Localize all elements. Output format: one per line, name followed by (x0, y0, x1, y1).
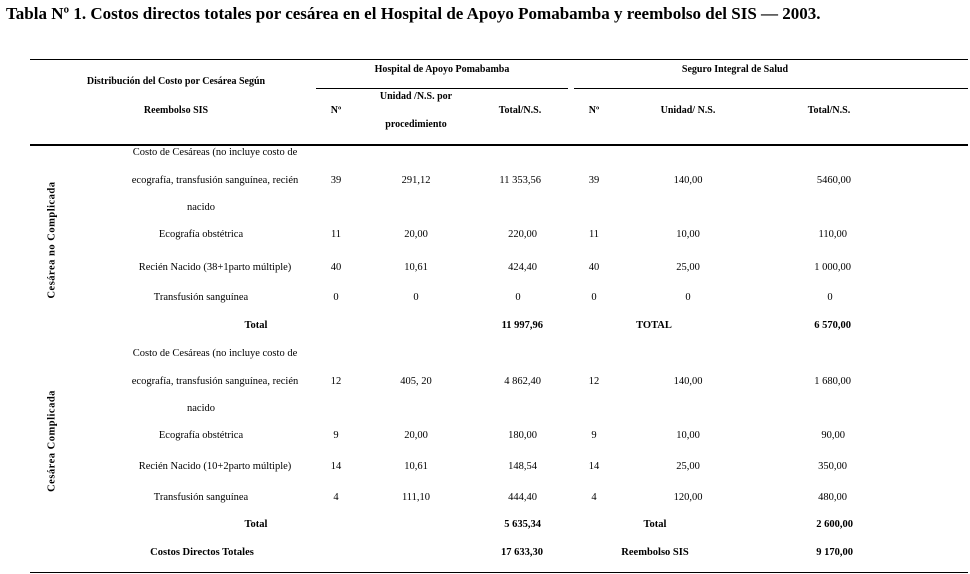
g2-r3-h-n: 14 (330, 461, 342, 472)
g2-r3-s-total: 350,00 (818, 461, 847, 472)
g2-r3-s-n: 14 (588, 461, 600, 472)
g2-r2-h-total: 180,00 (508, 430, 537, 441)
g2-r1-s-unit: 140,00 (673, 376, 703, 387)
g2-r4-s-unit: 120,00 (673, 492, 703, 503)
g1-r2-h-n: 11 (330, 229, 342, 240)
g1-r4-s-n: 0 (591, 292, 597, 303)
g2-r3-concept: Recién Nacido (10+2parto múltiple) (138, 461, 292, 472)
g1-r1-h-unit: 291,12 (401, 175, 431, 186)
header-s-total: Total/N.S. (807, 105, 851, 116)
g1-r2-h-unit: 20,00 (404, 229, 428, 240)
g1-total-label: Total (244, 320, 268, 331)
g1-r3-h-total: 424,40 (508, 262, 537, 273)
header-hospital: Hospital de Apoyo Pomabamba (374, 64, 510, 75)
g2-r1-h-total: 4 862,40 (504, 376, 541, 387)
g2-r1-s-n: 12 (588, 376, 600, 387)
g1-r2-s-unit: 10,00 (676, 229, 700, 240)
g2-r4-h-total: 444,40 (508, 492, 537, 503)
grand-total-s: 9 170,00 (816, 547, 853, 558)
g1-r4-h-n: 0 (333, 292, 339, 303)
grand-total-label: Costos Directos Totales (150, 547, 254, 558)
g2-r2-s-total: 90,00 (821, 430, 845, 441)
bottom-rule (30, 572, 968, 573)
g2-r2-h-n: 9 (333, 430, 339, 441)
g1-r1-concept-l3: nacido (187, 202, 215, 213)
header-h-unit-line2: procedimiento (385, 119, 447, 130)
g1-r1-concept-l2: ecografía, transfusión sanguínea, recién (131, 175, 299, 186)
top-rule (30, 59, 968, 60)
g1-r3-s-unit: 25,00 (676, 262, 700, 273)
g1-r1-h-total: 11 353,56 (499, 175, 541, 186)
g2-r2-s-n: 9 (591, 430, 597, 441)
g1-r3-concept: Recién Nacido (38+1parto múltiple) (138, 262, 292, 273)
g2-r3-h-total: 148,54 (508, 461, 537, 472)
g1-r4-h-total: 0 (515, 292, 521, 303)
g1-r3-s-n: 40 (588, 262, 600, 273)
header-h-unit-line1: Unidad /N.S. por (379, 91, 453, 102)
g2-r3-h-unit: 10,61 (404, 461, 428, 472)
g2-r1-concept-l3: nacido (187, 403, 215, 414)
g1-r1-s-total: 5460,00 (816, 175, 851, 186)
g1-r4-h-unit: 0 (413, 292, 419, 303)
grand-total-h: 17 633,30 (501, 547, 543, 558)
sis-underline (574, 88, 968, 89)
g1-r1-s-n: 39 (588, 175, 600, 186)
g1-r2-h-total: 220,00 (508, 229, 537, 240)
g1-r2-s-n: 11 (588, 229, 600, 240)
g2-r1-concept-l1: Costo de Cesáreas (no incluye costo de (132, 348, 298, 359)
header-h-n: Nº (330, 105, 342, 116)
g1-total-s: 6 570,00 (814, 320, 851, 331)
g1-r2-s-total: 110,00 (818, 229, 847, 240)
g1-r1-h-n: 39 (330, 175, 342, 186)
g1-r3-s-total: 1 000,00 (814, 262, 851, 273)
table-title: Tabla Nº 1. Costos directos totales por cesárea en el Hospital de Apoyo Pomabamba y reembolso del SIS — 2003. (6, 4, 821, 23)
g1-total-s-label: TOTAL (636, 320, 672, 331)
g1-r4-concept: Transfusión sanguínea (153, 292, 249, 303)
g2-total-s-label: Total (643, 519, 667, 530)
g2-r4-s-n: 4 (591, 492, 597, 503)
g2-r4-concept: Transfusión sanguínea (153, 492, 249, 503)
g1-r3-h-n: 40 (330, 262, 342, 273)
g2-r1-h-n: 12 (330, 376, 342, 387)
g2-total-label: Total (244, 519, 268, 530)
group-label-complicada: Cesárea Complicada (46, 390, 58, 492)
header-s-unit: Unidad/ N.S. (660, 105, 716, 116)
g2-r1-s-total: 1 680,00 (814, 376, 851, 387)
g2-r3-s-unit: 25,00 (676, 461, 700, 472)
g2-r2-h-unit: 20,00 (404, 430, 428, 441)
header-s-n: Nº (588, 105, 600, 116)
header-h-total: Total/N.S. (498, 105, 542, 116)
g1-r4-s-unit: 0 (685, 292, 691, 303)
g1-r4-s-total: 0 (827, 292, 833, 303)
grand-total-s-label: Reembolso SIS (621, 547, 689, 558)
header-dist-line1: Distribución del Costo por Cesárea Según (86, 76, 266, 87)
g2-r4-h-unit: 111,10 (401, 492, 431, 503)
g1-r3-h-unit: 10,61 (404, 262, 428, 273)
g2-r4-s-total: 480,00 (818, 492, 847, 503)
g1-total-h: 11 997,96 (501, 320, 543, 331)
g2-r4-h-n: 4 (333, 492, 339, 503)
hospital-underline (316, 88, 568, 89)
g1-r1-concept-l1: Costo de Cesáreas (no incluye costo de (132, 147, 298, 158)
g2-r2-s-unit: 10,00 (676, 430, 700, 441)
g2-r1-h-unit: 405, 20 (400, 376, 432, 387)
header-dist-line2: Reembolso SIS (143, 105, 209, 116)
header-sis: Seguro Integral de Salud (681, 64, 789, 75)
group-label-no-complicada: Cesárea no Complicada (46, 181, 58, 299)
g2-total-s: 2 600,00 (816, 519, 853, 530)
g2-r2-concept: Ecografía obstétrica (158, 430, 244, 441)
g2-r1-concept-l2: ecografía, transfusión sanguínea, recién (131, 376, 299, 387)
g1-r2-concept: Ecografía obstétrica (158, 229, 244, 240)
g2-total-h: 5 635,34 (504, 519, 541, 530)
g1-r1-s-unit: 140,00 (673, 175, 703, 186)
